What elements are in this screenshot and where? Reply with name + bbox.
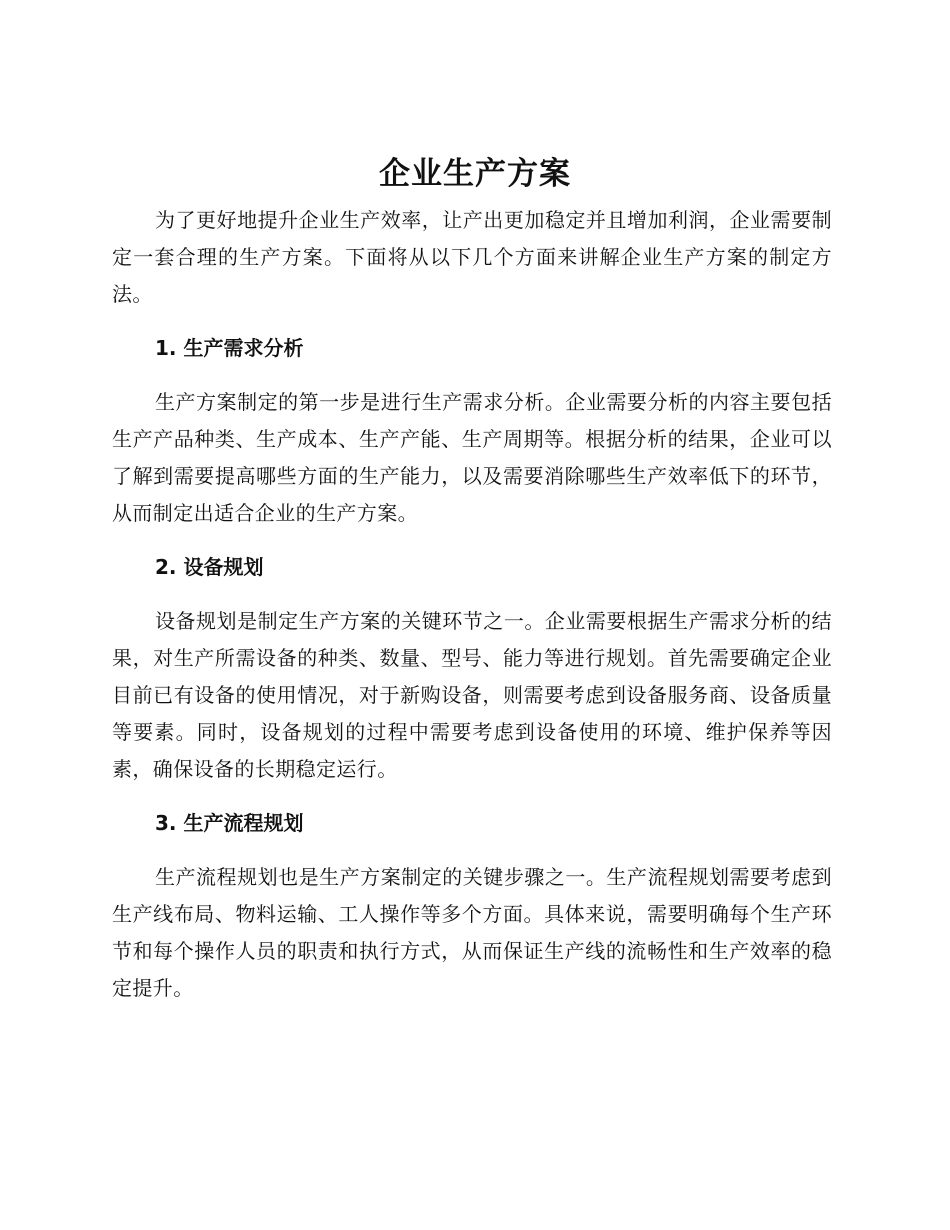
section-paragraph: 生产方案制定的第一步是进行生产需求分析。企业需要分析的内容主要包括生产产品种类、生产成本、生产产能、生产周期等。根据分析的结果，企业可以了解到需要提高哪些方面的生产能力，以及需要消除哪些生产效率低下的环节，从而制定出适合企业的生产方案。 [112,390,832,525]
section-2 [112,549,832,788]
document-body [112,202,832,1007]
section-3 [112,805,832,1007]
document-title: 企业生产方案 [379,156,571,192]
section-paragraph: 生产流程规划也是生产方案制定的关键步骤之一。生产流程规划需要考虑到生产线布局、物料运输、工人操作等多个方面。具体来说，需要明确每个生产环节和每个操作人员的职责和执行方式，从而保证生产线的流畅性和生产效率的稳定提升。 [112,865,832,1000]
section-heading: 1. 生产需求分析 [155,336,304,360]
section-heading: 3. 生产流程规划 [155,811,304,835]
intro-paragraph: 为了更好地提升企业生产效率，让产出更加稳定并且增加利润，企业需要制定一套合理的生产方案。下面将从以下几个方面来讲解企业生产方案的制定方法。 [112,208,832,306]
section-1 [112,330,832,532]
section-heading: 2. 设备规划 [155,555,264,579]
section-paragraph: 设备规划是制定生产方案的关键环节之一。企业需要根据生产需求分析的结果，对生产所需设备的种类、数量、型号、能力等进行规划。首先需要确定企业目前已有设备的使用情况，对于新购设备，则需要考虑到设备服务商、设备质量等要素。同时，设备规划的过程中需要考虑到设备使用的环境、维护保养等因素，确保设备的长期稳定运行。 [112,609,832,781]
